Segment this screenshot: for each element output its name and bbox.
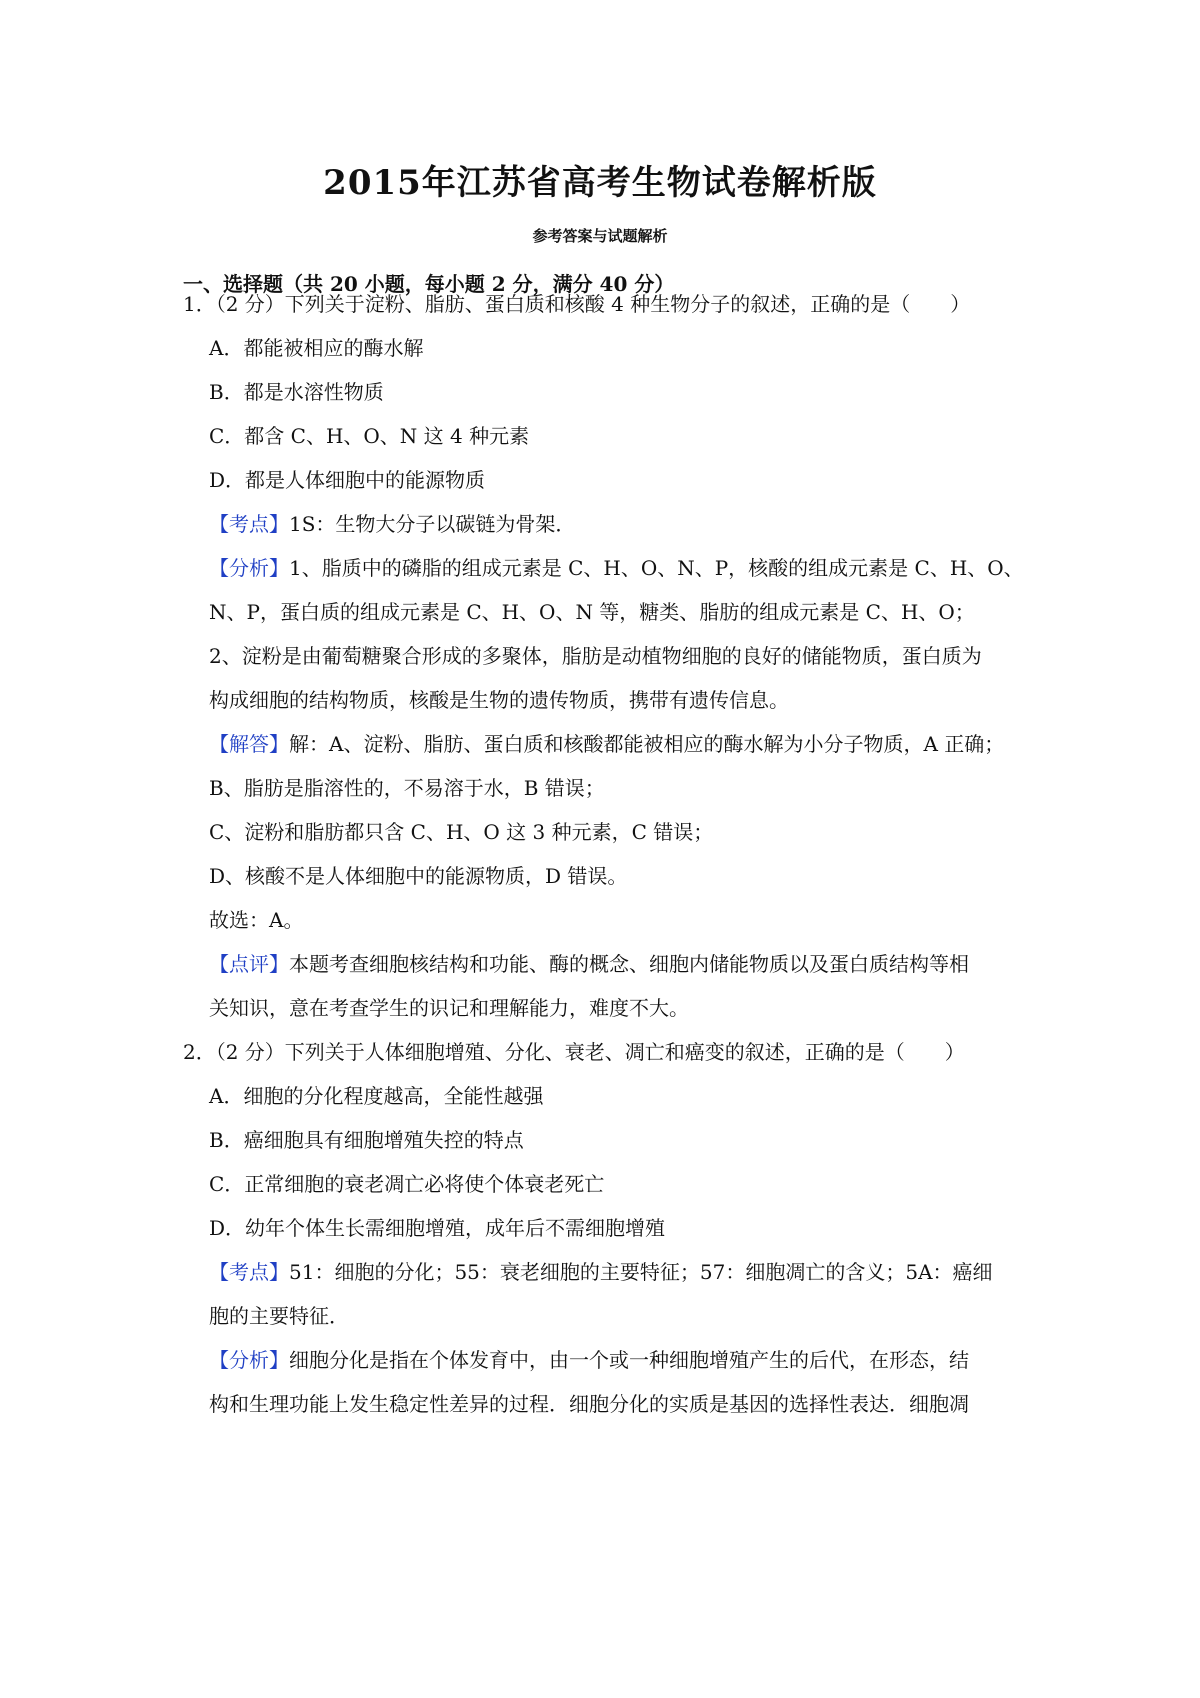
q2-fenxi — [209, 1346, 969, 1374]
q1-fenxi-line-2: N、P，蛋白质的组成元素是 C、H、O、N 等，糖类、脂肪的组成元素是 C、H、O； — [209, 600, 975, 624]
q1-jieda-line-2: B、脂肪是脂溶性的，不易溶于水，B 错误； — [209, 776, 605, 800]
q1-option-a: A．都能被相应的酶水解 — [209, 336, 424, 360]
q1-kaodian-text: 1S：生物大分子以碳链为骨架． — [289, 512, 576, 536]
q2-kaodian-line-2: 胞的主要特征． — [209, 1304, 349, 1328]
fenxi-tag: 【分析】 — [209, 1348, 289, 1372]
q2-kaodian-line-1: 51：细胞的分化；55：衰老细胞的主要特征；57：细胞凋亡的含义；5A：癌细 — [289, 1260, 993, 1284]
q2-option-c: C．正常细胞的衰老凋亡必将使个体衰老死亡 — [209, 1172, 605, 1196]
q2-option-d: D．幼年个体生长需细胞增殖，成年后不需细胞增殖 — [209, 1216, 666, 1240]
q1-option-d: D．都是人体细胞中的能源物质 — [209, 468, 486, 492]
dianping-tag: 【点评】 — [209, 952, 289, 976]
fenxi-tag: 【分析】 — [209, 556, 289, 580]
kaodian-tag: 【考点】 — [209, 1260, 289, 1284]
q2-fenxi-line-1: 细胞分化是指在个体发育中，由一个或一种细胞增殖产生的后代，在形态，结 — [289, 1348, 969, 1372]
q1-option-b: B．都是水溶性物质 — [209, 380, 384, 404]
q1-option-c: C．都含 C、H、O、N 这 4 种元素 — [209, 424, 530, 448]
section-heading: 一、选择题（共 20 小题，每小题 2 分，满分 40 分） — [183, 272, 675, 296]
q1-jieda — [209, 730, 1004, 758]
page-subtitle: 参考答案与试题解析 — [532, 227, 668, 245]
question-1-stem: 1．（2 分）下列关于淀粉、脂肪、蛋白质和核酸 4 种生物分子的叙述，正确的是（ ） — [183, 292, 971, 316]
q2-option-a: A．细胞的分化程度越高，全能性越强 — [209, 1084, 544, 1108]
q1-jieda-line-3: C、淀粉和脂肪都只含 C、H、O 这 3 种元素，C 错误； — [209, 820, 714, 844]
q1-kaodian — [209, 510, 575, 538]
question-2-stem: 2．（2 分）下列关于人体细胞增殖、分化、衰老、凋亡和癌变的叙述，正确的是（ ） — [183, 1040, 965, 1064]
q1-answer: 故选：A。 — [209, 908, 304, 932]
q1-fenxi-line-1: 1、脂质中的磷脂的组成元素是 C、H、O、N、P，核酸的组成元素是 C、H、O、 — [289, 556, 1024, 580]
q2-fenxi-line-2: 构和生理功能上发生稳定性差异的过程．细胞分化的实质是基因的选择性表达．细胞凋 — [209, 1392, 969, 1416]
q2-option-b: B．癌细胞具有细胞增殖失控的特点 — [209, 1128, 524, 1152]
page-title: 2015年江苏省高考生物试卷解析版 — [323, 163, 877, 203]
q1-jieda-line-4: D、核酸不是人体细胞中的能源物质，D 错误。 — [209, 864, 628, 888]
q1-jieda-line-1: 解：A、淀粉、脂肪、蛋白质和核酸都能被相应的酶水解为小分子物质，A 正确； — [289, 732, 1005, 756]
q1-dianping — [209, 950, 969, 978]
kaodian-tag: 【考点】 — [209, 512, 289, 536]
q1-fenxi-line-4: 构成细胞的结构物质，核酸是生物的遗传物质，携带有遗传信息。 — [209, 688, 789, 712]
q1-fenxi — [209, 554, 1024, 582]
q1-dianping-line-2: 关知识，意在考查学生的识记和理解能力，难度不大。 — [209, 996, 689, 1020]
q1-fenxi-line-3: 2、淀粉是由葡萄糖聚合形成的多聚体，脂肪是动植物细胞的良好的储能物质，蛋白质为 — [209, 644, 982, 668]
q2-kaodian — [209, 1258, 993, 1286]
q1-dianping-line-1: 本题考查细胞核结构和功能、酶的概念、细胞内储能物质以及蛋白质结构等相 — [289, 952, 969, 976]
jieda-tag: 【解答】 — [209, 732, 289, 756]
